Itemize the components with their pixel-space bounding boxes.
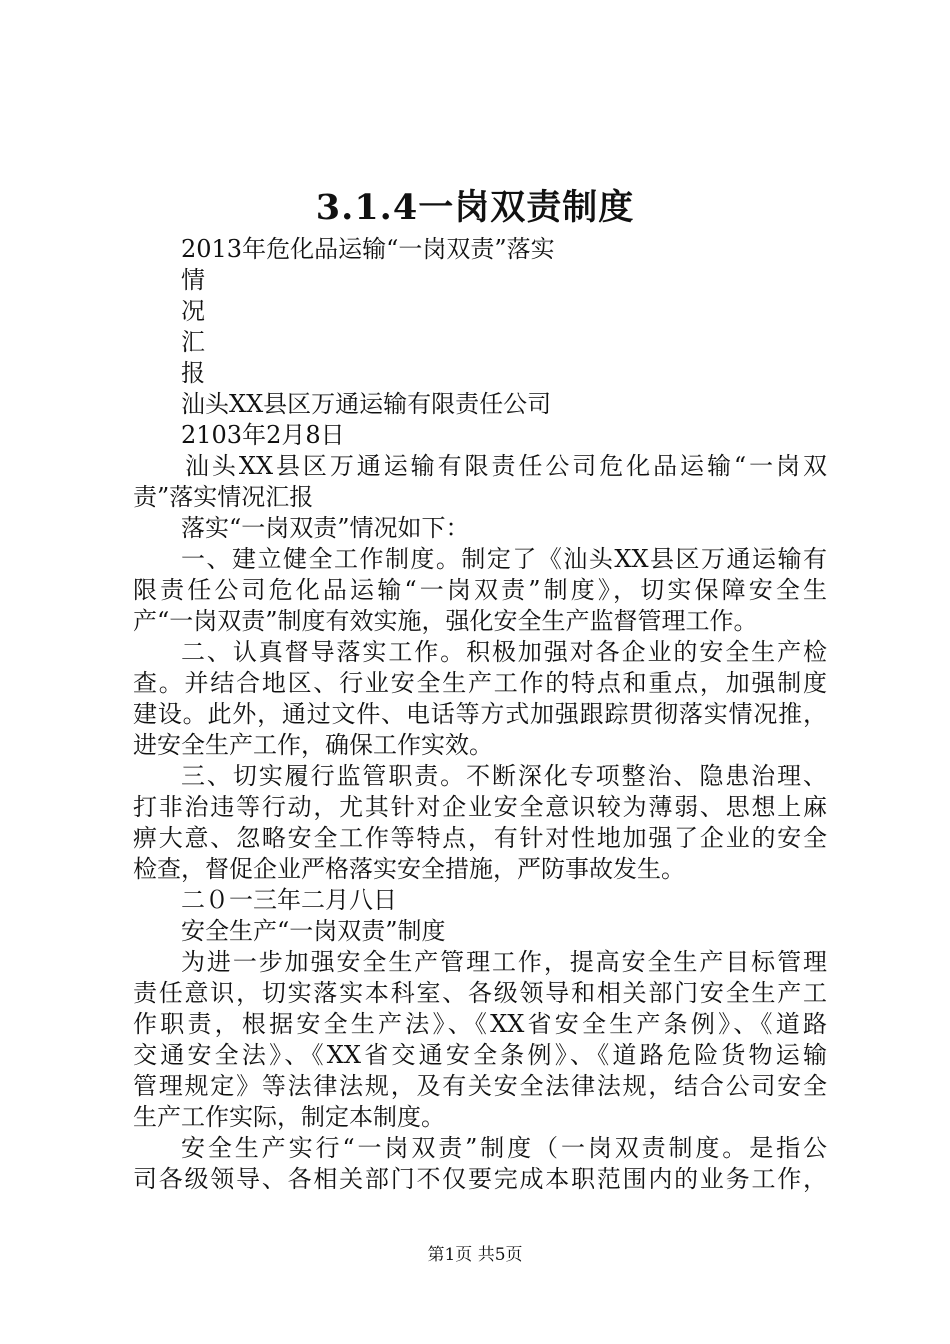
report-title-char: 报 [181,359,205,387]
document-body [133,234,827,1195]
paragraph-line: 落实“一岗双责”情况如下： [181,514,470,542]
report-title-line: 2013年危化品运输“一岗双责”落实 [181,235,555,263]
paragraph-line: 作职责，根据安全生产法》、《XX省安全生产条例》、《道路 [133,1010,827,1038]
paragraph-line: 生产工作实际，制定本制度。 [133,1103,445,1131]
signature-date: 二０一三年二月八日 [181,886,397,914]
paragraph-line: 查。并结合地区、行业安全生产工作的特点和重点，加强制度 [133,669,827,697]
paragraph-line: 二、认真督导落实工作。积极加强对各企业的安全生产检 [181,638,827,666]
paragraph-line: 管理规定》等法律法规，及有关安全法律法规，结合公司安全 [133,1072,827,1100]
page-footer: 第1页 共5页 [427,1245,523,1265]
paragraph-line: 三、切实履行监管职责。不断深化专项整治、隐患治理、 [181,762,827,790]
company-name: 汕头XX县区万通运输有限责任公司 [181,390,552,418]
paragraph-line: 交通安全法》、《XX省交通安全条例》、《道路危险货物运输 [133,1041,827,1069]
paragraph-line: 司各级领导、各相关部门不仅要完成本职范围内的业务工作， [133,1165,827,1193]
paragraph-line: 责”落实情况汇报 [133,483,314,511]
paragraph-line: 限责任公司危化品运输“一岗双责”制度》，切实保障安全生 [133,576,827,604]
paragraph-line: 安全生产实行“一岗双责”制度（一岗双责制度。是指公 [181,1134,827,1162]
paragraph-line: 一、建立健全工作制度。制定了《汕头XX县区万通运输有 [181,545,827,573]
paragraph-line: 责任意识，切实落实本科室、各级领导和相关部门安全生产工 [133,979,827,1007]
report-title-char: 汇 [181,328,205,356]
paragraph-line: 产“一岗双责”制度有效实施，强化安全生产监督管理工作。 [133,607,758,635]
report-title-char: 情 [181,266,205,294]
paragraph-line: 痹大意、忽略安全工作等特点，有针对性地加强了企业的安全 [133,824,827,852]
report-date: 2103年2月8日 [181,421,345,449]
paragraph-line: 检查，督促企业严格落实安全措施，严防事故发生。 [133,855,685,883]
paragraph-line: 打非治违等行动，尤其针对企业安全意识较为薄弱、思想上麻 [133,793,827,821]
paragraph-line: 建设。此外，通过文件、电话等方式加强跟踪贯彻落实情况推， [133,700,827,728]
paragraph-line: 为进一步加强安全生产管理工作，提高安全生产目标管理 [181,948,827,976]
report-title-char: 况 [181,297,205,325]
document-title: 3.1.4一岗双责制度 [315,187,635,228]
paragraph-line: 汕头XX县区万通运输有限责任公司危化品运输“一岗双 [185,452,827,480]
section-heading: 安全生产“一岗双责”制度 [181,917,446,945]
paragraph-line: 进安全生产工作，确保工作实效。 [133,731,493,759]
